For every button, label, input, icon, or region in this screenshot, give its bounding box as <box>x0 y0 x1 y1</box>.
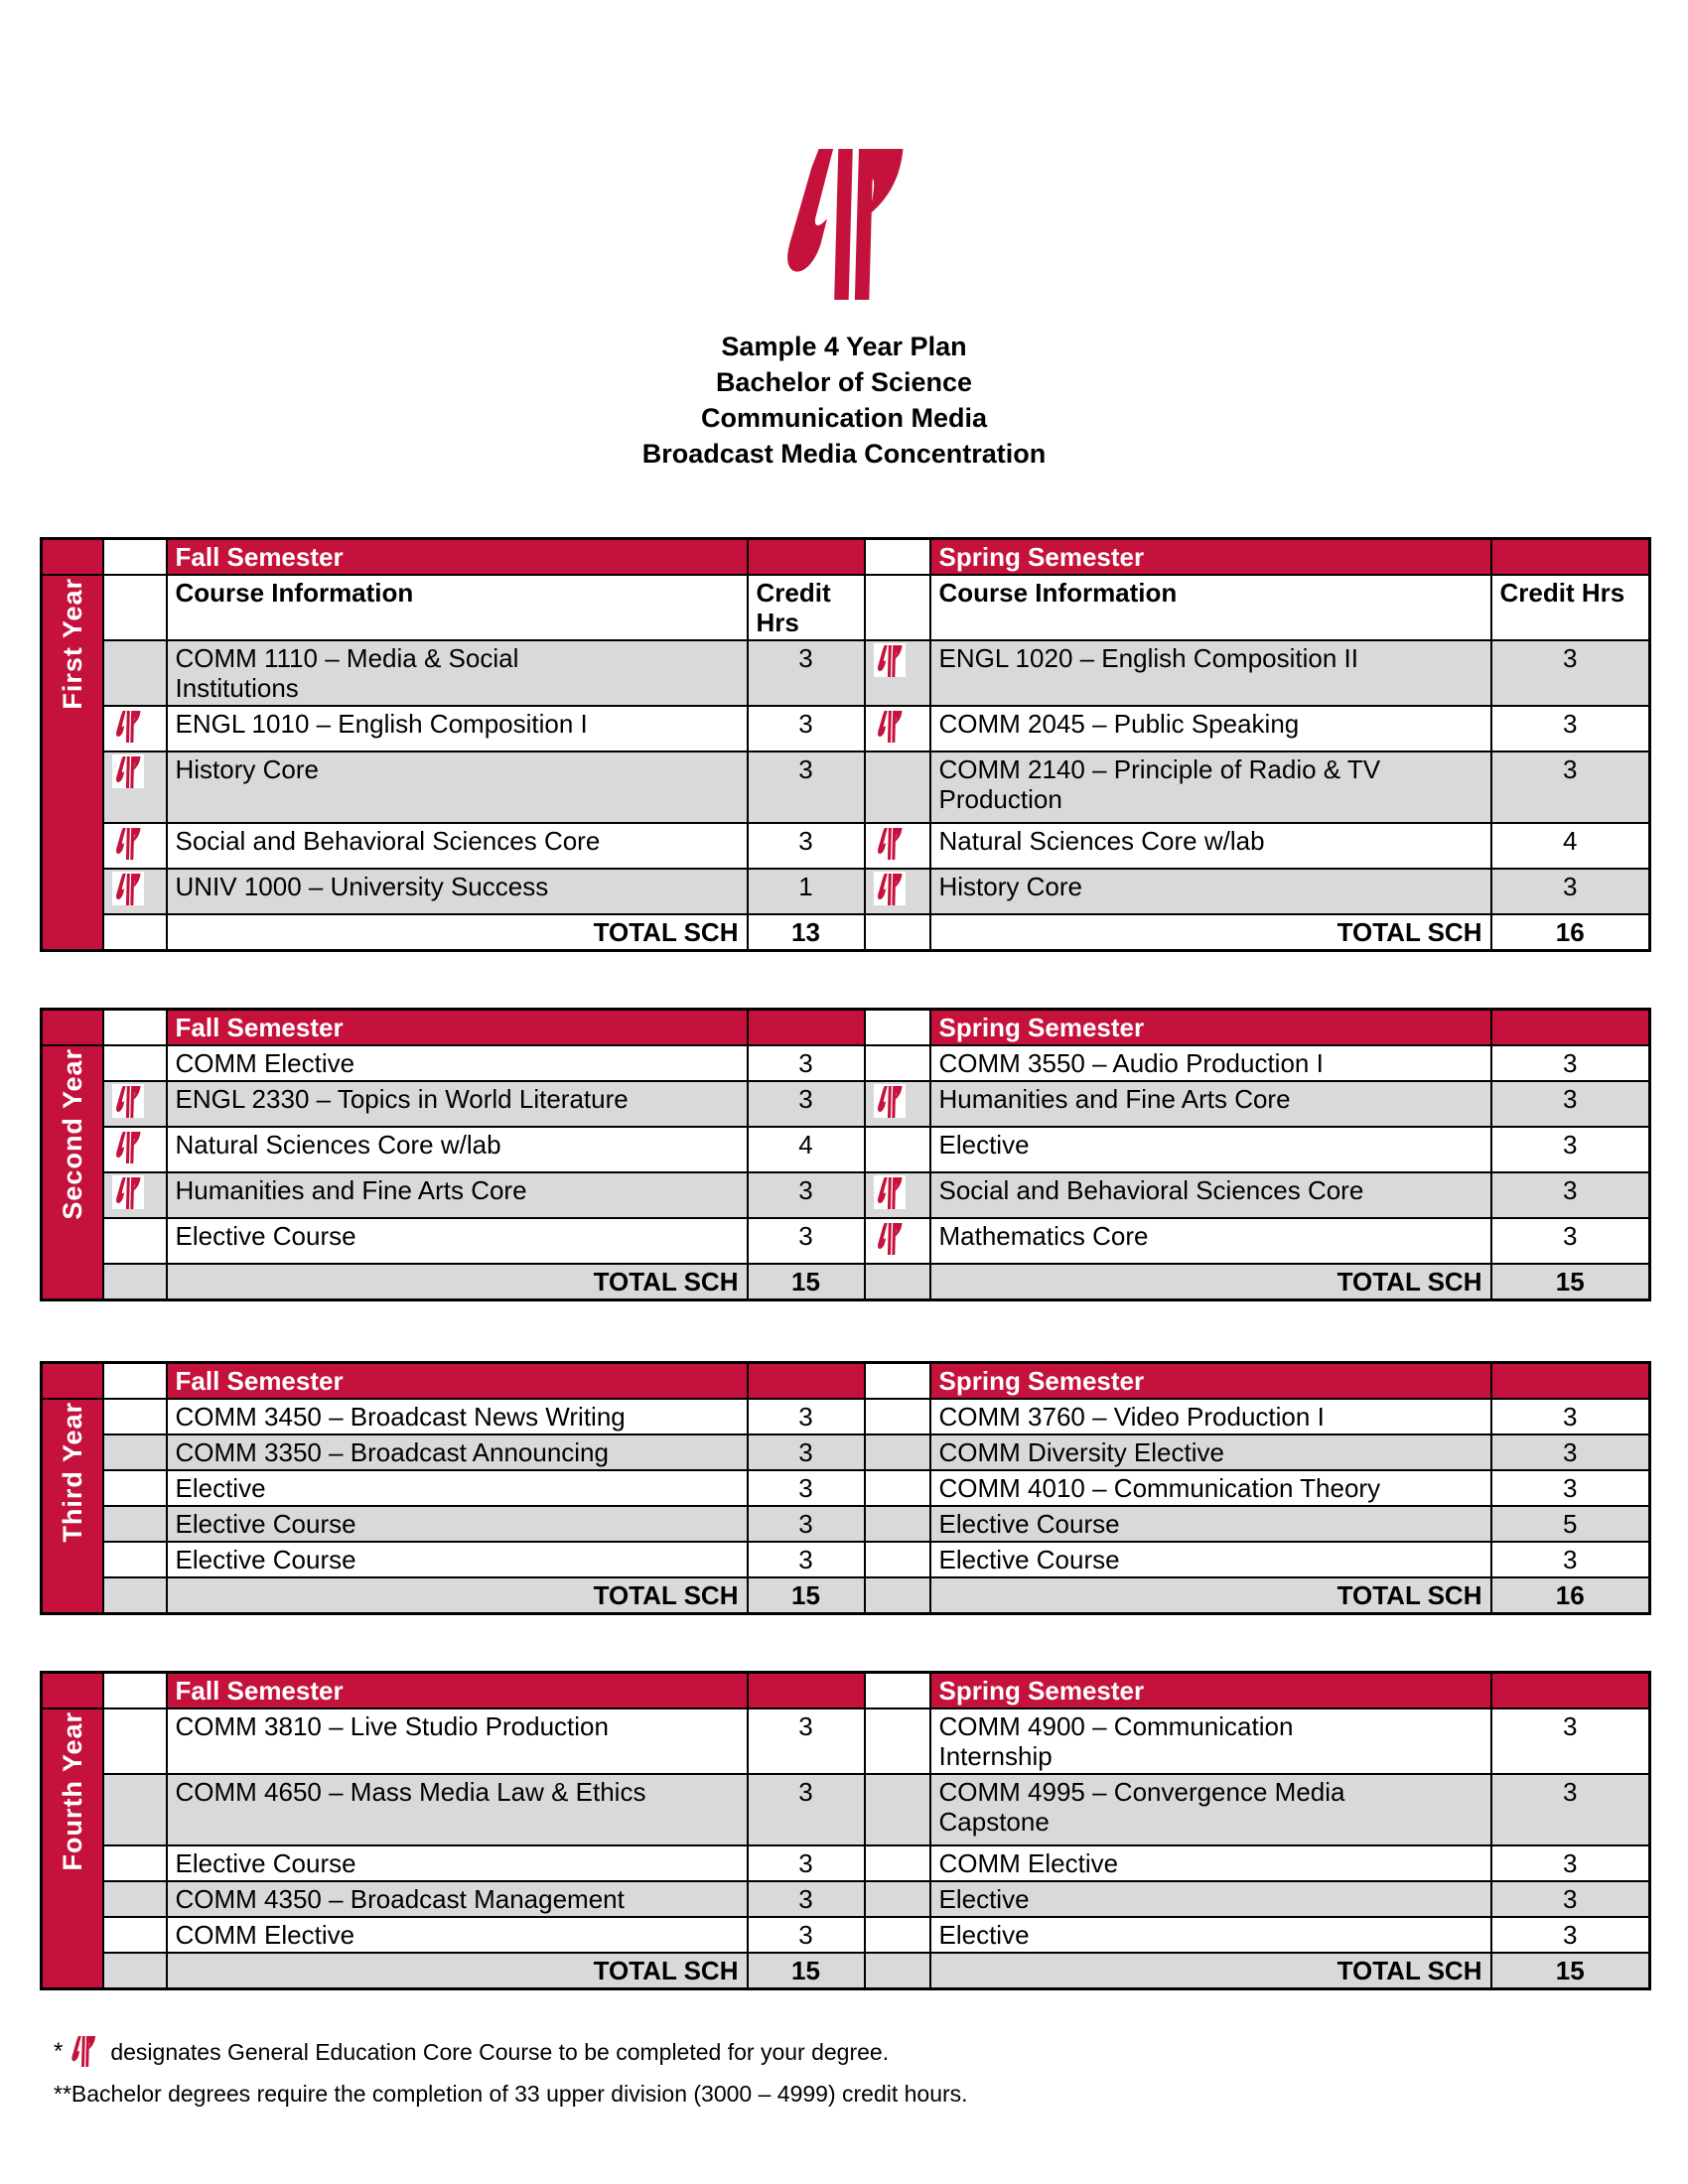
ap-cell <box>103 1774 167 1845</box>
ap-core-icon <box>874 826 906 860</box>
course-cell: Social and Behavioral Sciences Core <box>167 823 748 869</box>
ap-cell <box>103 1218 167 1264</box>
document-page <box>40 0 1648 2109</box>
total-sch-label: TOTAL SCH <box>930 914 1491 951</box>
course-cell: Elective Course <box>930 1506 1491 1542</box>
ap-core-icon <box>112 754 144 788</box>
year-label-cell <box>42 1045 103 1300</box>
course-cell: Elective Course <box>930 1542 1491 1577</box>
year-label-cell <box>42 1708 103 1989</box>
year-label-cell <box>42 575 103 951</box>
ap-core-icon <box>874 709 906 743</box>
ap-cell <box>103 575 167 640</box>
course-cell: Humanities and Fine Arts Core <box>167 1172 748 1218</box>
year-label: Fourth Year <box>57 1711 87 1871</box>
footnote-text: designates General Education Core Course to be completed for your degree. <box>110 2038 890 2065</box>
ap-cell <box>103 1845 167 1881</box>
table-row <box>42 869 1650 914</box>
table-row <box>42 1470 1650 1506</box>
ap-header-cell <box>103 1673 167 1709</box>
fall-semester-header: Fall Semester <box>167 1673 748 1709</box>
ap-cell <box>103 1953 167 1989</box>
ap-core-icon <box>874 1221 906 1255</box>
semester-header-row <box>42 1673 1650 1709</box>
credit-cell: 3 <box>1491 1218 1650 1264</box>
ap-cell <box>865 1953 930 1989</box>
course-cell: Elective Course <box>167 1542 748 1577</box>
credit-cell: 3 <box>748 1218 865 1264</box>
table-row <box>42 1845 1650 1881</box>
ap-cell <box>103 869 167 914</box>
credit-header-cell <box>1491 1673 1650 1709</box>
credit-cell: 3 <box>748 1399 865 1434</box>
ap-cell <box>865 1399 930 1434</box>
credit-cell: 3 <box>748 1506 865 1542</box>
total-sch-value: 16 <box>1491 914 1650 951</box>
course-cell: History Core <box>930 869 1491 914</box>
course-cell: COMM 4995 – Convergence Media Capstone <box>930 1774 1491 1845</box>
credit-hrs-header: Credit Hrs <box>1491 575 1650 640</box>
ap-header-cell <box>103 1010 167 1046</box>
credit-header-cell <box>1491 1010 1650 1046</box>
year-label: Third Year <box>57 1402 87 1543</box>
footnotes <box>40 2036 1648 2109</box>
credit-cell: 3 <box>748 1434 865 1470</box>
credit-cell: 3 <box>1491 869 1650 914</box>
ap-cell <box>103 1172 167 1218</box>
ap-cell <box>103 1399 167 1434</box>
ap-cell <box>865 914 930 951</box>
ap-core-icon <box>112 826 144 860</box>
credit-cell: 3 <box>1491 1774 1650 1845</box>
gen-ed-footnote <box>54 2036 1648 2067</box>
course-info-header: Course Information <box>930 575 1491 640</box>
course-cell: Elective <box>930 1127 1491 1172</box>
spring-semester-header: Spring Semester <box>930 539 1491 576</box>
ap-cell <box>103 1542 167 1577</box>
table-row <box>42 1081 1650 1127</box>
ap-core-icon <box>112 872 144 905</box>
credit-cell: 3 <box>1491 1917 1650 1953</box>
credit-cell: 3 <box>1491 1881 1650 1917</box>
table-row <box>42 1881 1650 1917</box>
table-row <box>42 751 1650 823</box>
fourth-year-plan-table <box>40 1671 1651 1990</box>
credit-cell: 3 <box>748 1708 865 1774</box>
ap-core-icon <box>112 1175 144 1209</box>
credit-cell: 3 <box>1491 1434 1650 1470</box>
total-sch-value: 15 <box>748 1264 865 1300</box>
course-cell: Humanities and Fine Arts Core <box>930 1081 1491 1127</box>
title-line: Sample 4 Year Plan <box>721 332 967 361</box>
ap-core-icon <box>874 1084 906 1118</box>
ap-cell <box>865 1172 930 1218</box>
course-cell: Elective Course <box>167 1506 748 1542</box>
ap-cell <box>865 1434 930 1470</box>
ap-cell <box>865 1045 930 1081</box>
course-cell: Elective <box>930 1917 1491 1953</box>
ap-header-cell <box>865 1363 930 1400</box>
credit-cell: 3 <box>1491 1470 1650 1506</box>
ap-header-cell <box>103 1363 167 1400</box>
credit-header-cell <box>748 1010 865 1046</box>
ap-cell <box>865 1506 930 1542</box>
ap-cell <box>865 869 930 914</box>
table-row <box>42 640 1650 706</box>
credit-cell: 3 <box>748 823 865 869</box>
total-sch-label: TOTAL SCH <box>167 1577 748 1614</box>
table-row <box>42 1399 1650 1434</box>
credit-cell: 3 <box>1491 640 1650 706</box>
credit-cell: 3 <box>748 1542 865 1577</box>
ap-cell <box>865 751 930 823</box>
credit-header-cell <box>748 539 865 576</box>
ap-cell <box>103 1577 167 1614</box>
ap-cell <box>865 1218 930 1264</box>
course-cell: COMM 4350 – Broadcast Management <box>167 1881 748 1917</box>
year-header-cell <box>42 1363 103 1400</box>
total-sch-label: TOTAL SCH <box>930 1577 1491 1614</box>
total-row <box>42 1264 1650 1300</box>
spring-semester-header: Spring Semester <box>930 1673 1491 1709</box>
third-year-plan-table <box>40 1361 1651 1615</box>
course-cell: History Core <box>167 751 748 823</box>
title-line: Broadcast Media Concentration <box>641 439 1047 469</box>
total-sch-label: TOTAL SCH <box>930 1953 1491 1989</box>
ap-cell <box>103 914 167 951</box>
fall-semester-header: Fall Semester <box>167 539 748 576</box>
credit-cell: 5 <box>1491 1506 1650 1542</box>
ap-core-icon <box>874 872 906 905</box>
ap-monogram-logo-icon <box>783 149 905 300</box>
ap-cell <box>865 1470 930 1506</box>
credit-cell: 4 <box>1491 823 1650 869</box>
ap-header-cell <box>865 1010 930 1046</box>
credit-cell: 3 <box>1491 751 1650 823</box>
credit-cell: 3 <box>1491 1127 1650 1172</box>
year-label-cell <box>42 1399 103 1614</box>
credit-header-cell <box>748 1363 865 1400</box>
ap-cell <box>103 1506 167 1542</box>
course-cell: COMM 1110 – Media & Social Institutions <box>167 640 748 706</box>
ap-cell <box>865 1845 930 1881</box>
course-cell: UNIV 1000 – University Success <box>167 869 748 914</box>
course-cell: Social and Behavioral Sciences Core <box>930 1172 1491 1218</box>
ap-core-icon <box>112 1084 144 1118</box>
ap-core-icon <box>874 643 906 677</box>
total-sch-value: 15 <box>1491 1264 1650 1300</box>
course-cell: Natural Sciences Core w/lab <box>930 823 1491 869</box>
ap-cell <box>865 1774 930 1845</box>
ap-cell <box>103 1470 167 1506</box>
table-row <box>42 1218 1650 1264</box>
ap-cell <box>865 1881 930 1917</box>
year-label: Second Year <box>57 1048 87 1220</box>
year-header-cell <box>42 1673 103 1709</box>
university-logo <box>40 149 1648 305</box>
ap-cell <box>865 706 930 751</box>
total-sch-label: TOTAL SCH <box>167 914 748 951</box>
ap-core-icon <box>874 1175 906 1209</box>
credit-cell: 3 <box>748 706 865 751</box>
ap-cell <box>103 706 167 751</box>
credit-cell: 3 <box>748 640 865 706</box>
course-cell: ENGL 1010 – English Composition I <box>167 706 748 751</box>
credit-cell: 3 <box>748 1045 865 1081</box>
ap-cell <box>103 1045 167 1081</box>
second-year-plan-table <box>40 1008 1651 1301</box>
table-row <box>42 823 1650 869</box>
spring-semester-header: Spring Semester <box>930 1010 1491 1046</box>
ap-header-cell <box>103 539 167 576</box>
credit-hrs-header: Credit Hrs <box>748 575 865 640</box>
course-cell: COMM Elective <box>167 1917 748 1953</box>
course-cell: Mathematics Core <box>930 1218 1491 1264</box>
course-cell: COMM 4010 – Communication Theory <box>930 1470 1491 1506</box>
credit-cell: 4 <box>748 1127 865 1172</box>
total-sch-value: 15 <box>748 1953 865 1989</box>
course-cell: COMM 2045 – Public Speaking <box>930 706 1491 751</box>
credit-cell: 3 <box>748 1917 865 1953</box>
course-cell: Natural Sciences Core w/lab <box>167 1127 748 1172</box>
credit-cell: 3 <box>1491 1708 1650 1774</box>
course-cell: ENGL 2330 – Topics in World Literature <box>167 1081 748 1127</box>
course-cell: COMM 4650 – Mass Media Law & Ethics <box>167 1774 748 1845</box>
spring-semester-header: Spring Semester <box>930 1363 1491 1400</box>
table-row <box>42 1506 1650 1542</box>
course-cell: COMM 3350 – Broadcast Announcing <box>167 1434 748 1470</box>
course-cell: COMM 3550 – Audio Production I <box>930 1045 1491 1081</box>
credit-cell: 3 <box>748 1470 865 1506</box>
fall-semester-header: Fall Semester <box>167 1010 748 1046</box>
credit-cell: 3 <box>1491 1542 1650 1577</box>
ap-cell <box>865 1264 930 1300</box>
first-year-plan-table <box>40 537 1651 952</box>
total-sch-label: TOTAL SCH <box>930 1264 1491 1300</box>
title-line: Communication Media <box>700 403 988 433</box>
course-cell: Elective Course <box>167 1845 748 1881</box>
table-row <box>42 1542 1650 1577</box>
ap-cell <box>865 1081 930 1127</box>
table-row <box>42 706 1650 751</box>
ap-cell <box>103 640 167 706</box>
ap-cell <box>865 1708 930 1774</box>
ap-cell <box>103 823 167 869</box>
course-cell: Elective Course <box>167 1218 748 1264</box>
table-row <box>42 1127 1650 1172</box>
credit-cell: 3 <box>1491 1081 1650 1127</box>
ap-core-icon <box>112 709 144 743</box>
ap-cell <box>865 1127 930 1172</box>
ap-cell <box>103 1081 167 1127</box>
ap-cell <box>865 823 930 869</box>
total-row <box>42 1577 1650 1614</box>
ap-core-icon <box>112 1130 144 1163</box>
table-row <box>42 1708 1650 1774</box>
column-header-row <box>42 575 1650 640</box>
total-sch-label: TOTAL SCH <box>167 1953 748 1989</box>
credit-cell: 3 <box>1491 1845 1650 1881</box>
document-title <box>40 329 1648 472</box>
total-sch-value: 16 <box>1491 1577 1650 1614</box>
semester-header-row <box>42 1010 1650 1046</box>
credit-cell: 3 <box>748 751 865 823</box>
ap-header-cell <box>865 1673 930 1709</box>
credit-header-cell <box>1491 539 1650 576</box>
course-cell: ENGL 1020 – English Composition II <box>930 640 1491 706</box>
fall-semester-header: Fall Semester <box>167 1363 748 1400</box>
ap-cell <box>865 640 930 706</box>
year-label: First Year <box>57 578 87 710</box>
course-cell: COMM 3450 – Broadcast News Writing <box>167 1399 748 1434</box>
ap-cell <box>103 751 167 823</box>
ap-cell <box>103 1434 167 1470</box>
credit-cell: 3 <box>1491 1172 1650 1218</box>
credit-cell: 3 <box>1491 706 1650 751</box>
ap-cell <box>865 1577 930 1614</box>
ap-cell <box>103 1264 167 1300</box>
credit-cell: 3 <box>1491 1045 1650 1081</box>
credit-cell: 3 <box>748 1172 865 1218</box>
semester-header-row <box>42 1363 1650 1400</box>
ap-cell <box>103 1127 167 1172</box>
course-cell: COMM 2140 – Principle of Radio & TV Production <box>930 751 1491 823</box>
credit-header-cell <box>1491 1363 1650 1400</box>
total-sch-label: TOTAL SCH <box>167 1264 748 1300</box>
year-header-cell <box>42 539 103 576</box>
credit-cell: 3 <box>748 1081 865 1127</box>
course-cell: COMM Elective <box>930 1845 1491 1881</box>
credit-cell: 1 <box>748 869 865 914</box>
table-row <box>42 1774 1650 1845</box>
total-sch-value: 13 <box>748 914 865 951</box>
year-header-cell <box>42 1010 103 1046</box>
credit-cell: 3 <box>748 1845 865 1881</box>
semester-header-row <box>42 539 1650 576</box>
course-cell: Elective <box>167 1470 748 1506</box>
course-cell: Elective <box>930 1881 1491 1917</box>
course-cell: COMM 4900 – Communication Internship <box>930 1708 1491 1774</box>
course-cell: COMM 3810 – Live Studio Production <box>167 1708 748 1774</box>
ap-cell <box>865 575 930 640</box>
ap-cell <box>103 1881 167 1917</box>
asterisk: * <box>54 2037 64 2065</box>
total-sch-value: 15 <box>1491 1953 1650 1989</box>
upper-division-footnote: **Bachelor degrees require the completion of 33 upper division (3000 – 4999) credit hours. <box>54 2081 968 2107</box>
total-sch-value: 15 <box>748 1577 865 1614</box>
ap-cell <box>103 1917 167 1953</box>
course-cell: COMM Elective <box>167 1045 748 1081</box>
ap-core-icon <box>67 2036 100 2067</box>
course-info-header: Course Information <box>167 575 748 640</box>
credit-cell: 3 <box>748 1774 865 1845</box>
table-row <box>42 1917 1650 1953</box>
course-cell: COMM Diversity Elective <box>930 1434 1491 1470</box>
ap-header-cell <box>865 539 930 576</box>
table-row <box>42 1045 1650 1081</box>
total-row <box>42 914 1650 951</box>
ap-cell <box>865 1917 930 1953</box>
credit-cell: 3 <box>748 1881 865 1917</box>
title-line: Bachelor of Science <box>715 367 973 397</box>
credit-header-cell <box>748 1673 865 1709</box>
table-row <box>42 1434 1650 1470</box>
table-row <box>42 1172 1650 1218</box>
credit-cell: 3 <box>1491 1399 1650 1434</box>
ap-cell <box>865 1542 930 1577</box>
total-row <box>42 1953 1650 1989</box>
course-cell: COMM 3760 – Video Production I <box>930 1399 1491 1434</box>
ap-cell <box>103 1708 167 1774</box>
